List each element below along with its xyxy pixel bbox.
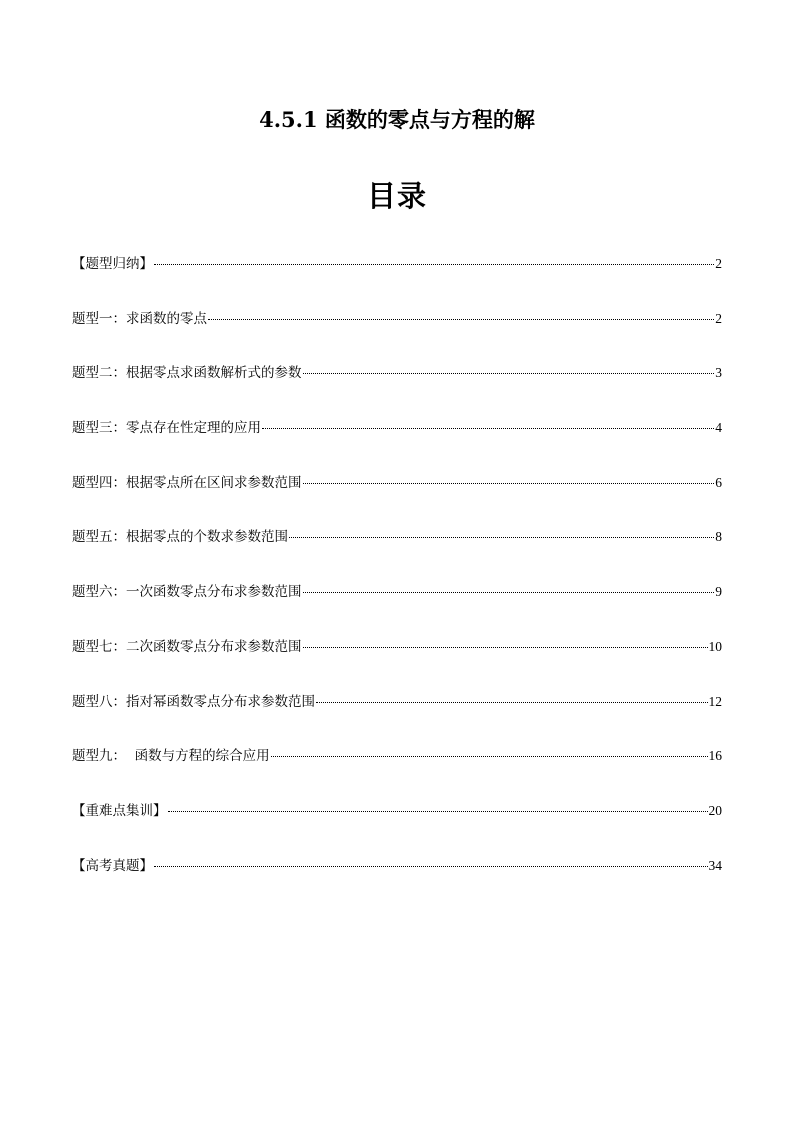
toc-entry-label: 题型四：根据零点所在区间求参数范围 (72, 474, 302, 491)
toc-dot-leader (316, 702, 708, 703)
toc-entry-key-difficulties[interactable] (72, 799, 722, 854)
toc-dot-leader (154, 866, 708, 867)
toc-entry-label: 【题型归纳】 (72, 256, 153, 272)
toc-page-number: 2 (715, 256, 722, 271)
toc-entry-label: 【高考真题】 (72, 857, 153, 874)
toc-entry-label: 题型六：一次函数零点分布求参数范围 (72, 584, 302, 601)
toc-page-number: 9 (715, 584, 722, 600)
toc-page-number: 4 (715, 420, 722, 436)
toc-page-number: 3 (715, 365, 722, 381)
toc-page-number: 12 (708, 693, 722, 709)
toc-dot-leader (303, 647, 708, 648)
toc-entry-type-5[interactable] (72, 525, 722, 580)
toc-dot-leader (154, 264, 714, 265)
toc-entry-type-8[interactable] (72, 690, 722, 745)
toc-dot-leader (168, 811, 708, 812)
toc-entry-label: 题型二：根据零点求函数解析式的参数 (72, 365, 302, 382)
table-of-contents (72, 252, 722, 908)
toc-entry-type-6[interactable] (72, 580, 722, 635)
toc-page-number: 34 (708, 857, 722, 873)
toc-entry-label: 题型九： 函数与方程的综合应用 (72, 748, 270, 765)
toc-entry-label: 题型三：零点存在性定理的应用 (72, 420, 261, 437)
toc-dot-leader (303, 373, 715, 374)
toc-dot-leader (208, 319, 714, 320)
toc-page-number: 6 (715, 474, 722, 490)
toc-entry-label: 题型七：二次函数零点分布求参数范围 (72, 638, 302, 655)
toc-entry-question-types[interactable] (72, 252, 722, 307)
toc-page-number: 10 (708, 638, 722, 654)
toc-entry-type-7[interactable] (72, 635, 722, 690)
toc-dot-leader (303, 483, 715, 484)
toc-page-number: 2 (715, 310, 722, 326)
toc-entry-label: 题型一：求函数的零点 (72, 310, 207, 327)
toc-entry-type-9[interactable] (72, 744, 722, 799)
toc-entry-label: 【重难点集训】 (72, 802, 167, 819)
toc-dot-leader (303, 592, 715, 593)
toc-dot-leader (262, 428, 714, 429)
toc-dot-leader (289, 537, 714, 538)
toc-entry-type-1[interactable] (72, 307, 722, 362)
toc-entry-type-4[interactable] (72, 471, 722, 526)
toc-entry-label: 题型五：根据零点的个数求参数范围 (72, 529, 288, 546)
toc-page-number: 8 (715, 529, 722, 545)
document-title: 4.5.1 函数的零点与方程的解 (259, 107, 535, 132)
toc-entry-exam-questions[interactable] (72, 854, 722, 909)
toc-page-number: 20 (708, 802, 722, 818)
toc-entry-type-3[interactable] (72, 416, 722, 471)
toc-page-number: 16 (708, 748, 722, 764)
toc-heading: 目录 (366, 179, 427, 213)
toc-entry-type-2[interactable] (72, 361, 722, 416)
toc-entry-label: 题型八：指对幂函数零点分布求参数范围 (72, 693, 315, 710)
toc-dot-leader (271, 756, 708, 757)
